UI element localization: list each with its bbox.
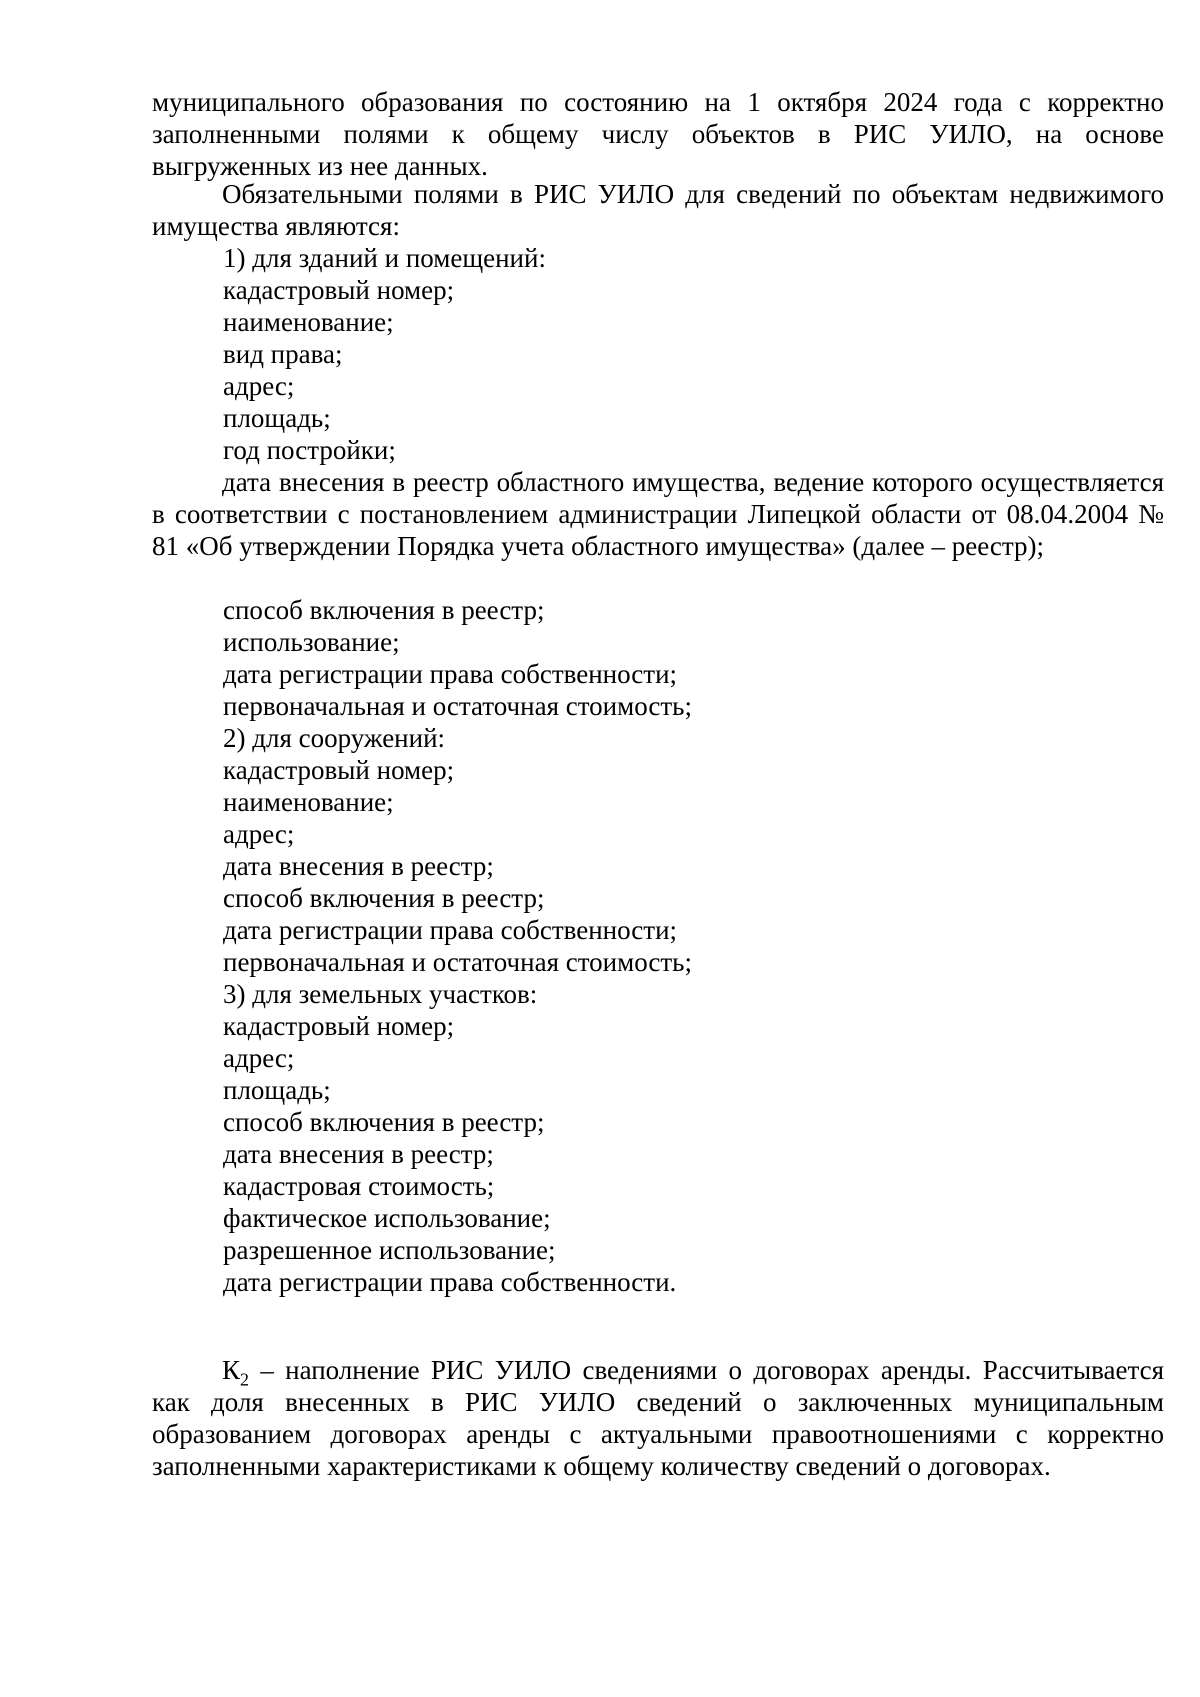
paragraph-required-fields: Обязательными полями в РИС УИЛО для сведений по объектам недвижимого имущества являются: — [152, 179, 1164, 241]
list-item: кадастровая стоимость; — [223, 1171, 495, 1201]
list-item: адрес; — [223, 371, 295, 401]
list-item: адрес; — [223, 819, 295, 849]
list-item: год постройки; — [223, 435, 396, 465]
paragraph-register: дата внесения в реестр областного имущества, ведение которого осуществляется в соответствии с постановлением администрации Липецкой области от 08.04.2004 № 81 «Об утверждении Порядка учета областного имущества» (далее – реестр); — [152, 467, 1164, 561]
list-item: кадастровый номер; — [223, 1011, 455, 1041]
list-item: наименование; — [223, 787, 394, 817]
list-item: дата регистрации права собственности; — [223, 659, 678, 689]
list-item: наименование; — [223, 307, 394, 337]
list-item: кадастровый номер; — [223, 275, 455, 305]
list-item: первоначальная и остаточная стоимость; — [223, 691, 692, 721]
list-item: площадь; — [223, 403, 331, 433]
list-item: 2) для сооружений: — [223, 723, 446, 753]
list-item: фактическое использование; — [223, 1203, 551, 1233]
list-item: дата внесения в реестр; — [223, 1139, 494, 1169]
list-item: первоначальная и остаточная стоимость; — [223, 947, 692, 977]
list-item: использование; — [223, 627, 400, 657]
list-item: 1) для зданий и помещений: — [223, 243, 546, 273]
list-item: способ включения в реестр; — [223, 595, 545, 625]
list-item: дата регистрации права собственности. — [223, 1267, 677, 1297]
list-item: площадь; — [223, 1075, 331, 1105]
list-item: разрешенное использование; — [223, 1235, 556, 1265]
k2-symbol: К — [222, 1355, 241, 1385]
list-item: адрес; — [223, 1043, 295, 1073]
paragraph-k2 — [152, 1354, 1164, 1482]
k2-text: – наполнение РИС УИЛО сведениями о договорах аренды. Рассчитывается как доля внесенных в РИС УИЛО сведений о заключенных муниципальным образованием договорах аренды с актуальными правоотношениями с корректно заполненными характеристиками к общему количеству сведений о договорах. — [152, 1355, 1164, 1481]
k2-subscript: 2 — [240, 1369, 250, 1390]
list-item: способ включения в реестр; — [223, 883, 545, 913]
list-fields — [223, 594, 692, 1298]
list-item: 3) для земельных участков: — [223, 979, 538, 1009]
paragraph-intro: муниципального образования по состоянию на 1 октября 2024 года с корректно заполненными полями к общему числу объектов в РИС УИЛО, на основе выгруженных из нее данных. — [152, 87, 1164, 181]
list-item: вид права; — [223, 339, 343, 369]
list-item: способ включения в реестр; — [223, 1107, 545, 1137]
list-item: дата регистрации права собственности; — [223, 915, 678, 945]
list-buildings — [223, 242, 546, 466]
list-item: кадастровый номер; — [223, 755, 455, 785]
list-item: дата внесения в реестр; — [223, 851, 494, 881]
